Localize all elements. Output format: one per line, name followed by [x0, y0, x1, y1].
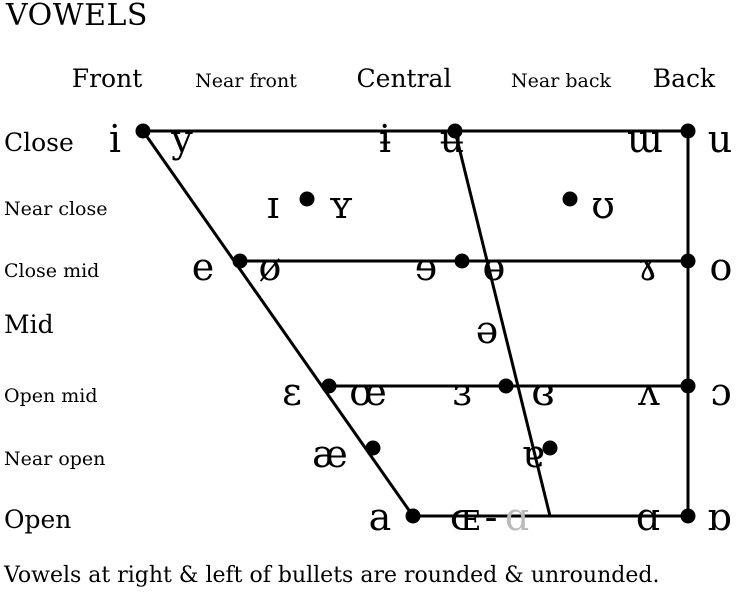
column-header-near-back: Near back — [511, 70, 611, 92]
row-header-close: Close — [4, 128, 74, 157]
vowel-symbol: ɜ — [452, 370, 472, 414]
vowel-symbol: i — [108, 117, 122, 161]
row-header-open: Open — [4, 505, 72, 534]
row-header-mid: Mid — [4, 310, 54, 339]
bullet-marker — [366, 441, 381, 456]
vowel-symbol: ɶ — [449, 495, 481, 539]
vowel-symbol: ɘ — [414, 245, 438, 289]
vowel-symbol: ɞ — [531, 370, 555, 414]
vowel-symbol: œ — [349, 370, 387, 414]
vowel-symbol: ɵ — [482, 245, 506, 289]
row-header-close-mid: Close mid — [4, 260, 100, 282]
vowel-symbol: ɒ — [706, 495, 732, 539]
bullet-marker — [499, 379, 514, 394]
footer-note: Vowels at right & left of bullets are rounded & unrounded. — [4, 563, 660, 588]
column-header-central: Central — [356, 64, 452, 93]
vowel-symbol: ʊ — [591, 183, 615, 227]
vowel-symbol: - — [484, 495, 498, 539]
vowel-symbol: ɐ — [521, 432, 545, 476]
column-header-back: Back — [652, 64, 716, 93]
vowel-symbol: ʉ — [439, 117, 465, 161]
bullet-marker — [322, 379, 337, 394]
vowel-symbol: ɨ — [378, 117, 392, 161]
vowel-symbol: e — [191, 245, 215, 289]
row-header-near-open: Near open — [4, 448, 106, 470]
column-header-near-front: Near front — [195, 70, 297, 92]
vowel-symbol: ɔ — [710, 370, 732, 414]
vowel-symbol: ɪ — [266, 183, 280, 227]
row-header-open-mid: Open mid — [4, 385, 98, 407]
vowel-symbol: ɯ — [626, 117, 664, 161]
page-title: VOWELS — [6, 0, 148, 33]
vowel-symbol: o — [709, 245, 733, 289]
vowel-symbol: ɑ — [504, 495, 530, 539]
vowel-symbol: ə — [475, 308, 499, 352]
vowel-symbol: u — [707, 117, 733, 161]
vowel-symbol: y — [171, 117, 193, 161]
vowel-symbol: ʏ — [328, 183, 354, 227]
vowel-symbol: ɤ — [637, 245, 659, 289]
column-header-front: Front — [71, 64, 143, 93]
vowel-symbol: a — [368, 495, 392, 539]
vowel-symbol: ʌ — [638, 370, 660, 414]
vowel-symbol: ɛ — [282, 370, 302, 414]
vowel-symbol: ɑ — [635, 495, 661, 539]
vowel-symbol: æ — [312, 432, 348, 476]
vowel-symbol: ø — [258, 245, 282, 289]
row-header-near-close: Near close — [4, 198, 108, 220]
